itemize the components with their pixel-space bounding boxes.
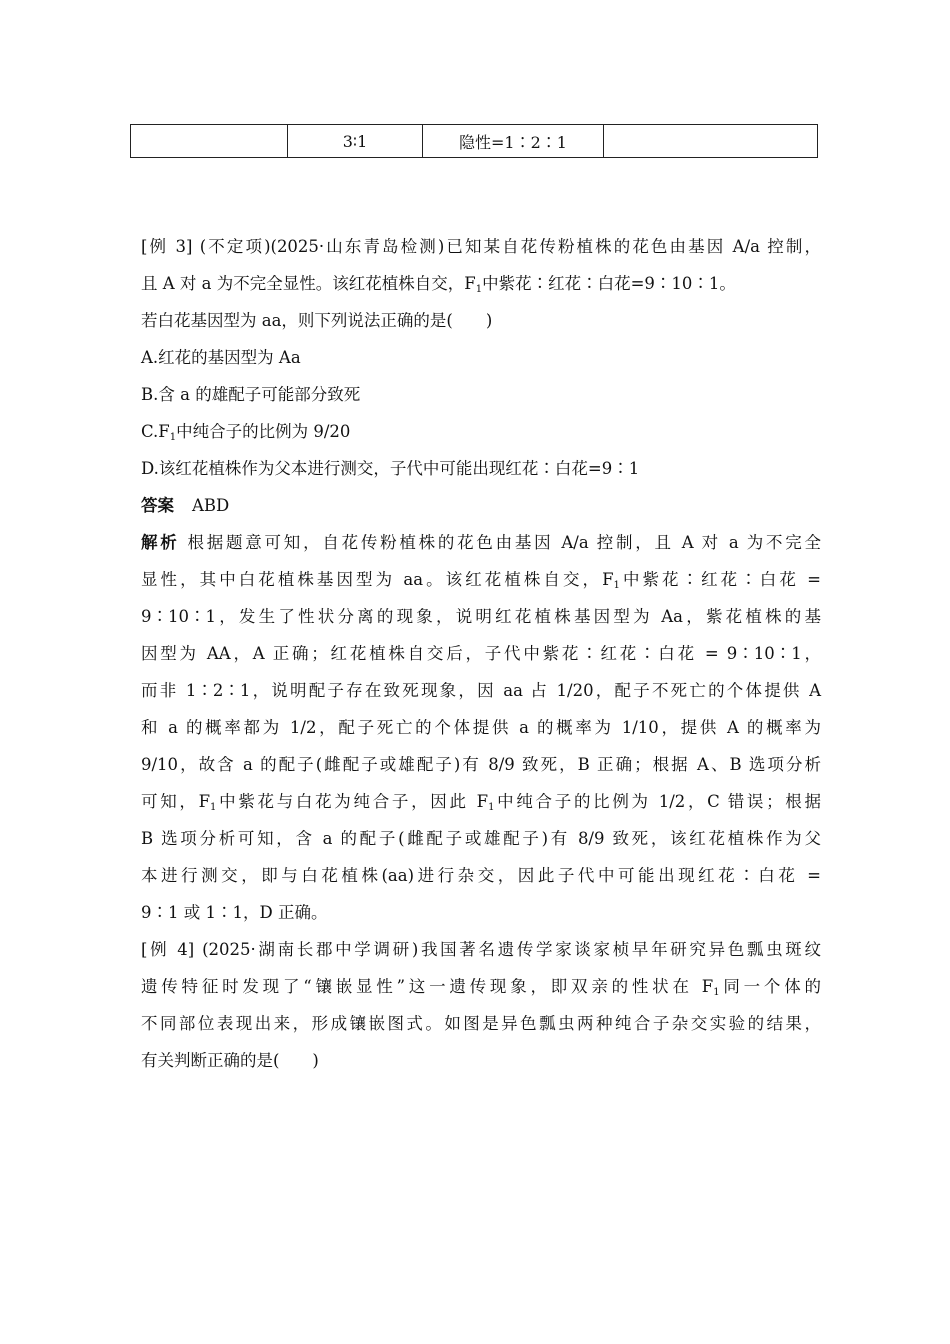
analysis-line9: B 选项分析可知，含 a 的配子(雌配子或雄配子)有 8/9 致死，该红花植株作为父 bbox=[141, 829, 821, 848]
analysis-line11: 9∶1 或 1∶1，D 正确。 bbox=[141, 903, 328, 922]
analysis-line1: 解析 根据题意可知，自花传粉植株的花色由基因 A/a 控制，且 A 对 a 为不完全 bbox=[141, 533, 822, 552]
analysis-line10: 本进行测交，即与白花植株(aa)进行杂交，因此子代中可能出现红花∶白花 = bbox=[141, 866, 821, 885]
option-b: B.含 a 的雄配子可能部分致死 bbox=[141, 385, 361, 404]
example4-stem-line4: 有关判断正确的是( ) bbox=[141, 1051, 319, 1070]
option-a: A.红花的基因型为 Aa bbox=[141, 348, 301, 367]
analysis-line6: 和 a 的概率都为 1/2，配子死亡的个体提供 a 的概率为 1/10，提供 A 的概率为 bbox=[141, 718, 821, 737]
example3-stem-line3: 若白花基因型为 aa，则下列说法正确的是( ) bbox=[141, 311, 493, 330]
answer bbox=[141, 487, 821, 524]
analysis-line7: 9/10，故含 a 的配子(雌配子或雄配子)有 8/9 致死，B 正确；根据 A、B 选项分析 bbox=[141, 755, 821, 774]
option-c: $C.F_1$中纯合子的比例为 9/20 bbox=[141, 422, 351, 443]
analysis-label: 解析 bbox=[141, 533, 180, 552]
example3-stem-line2: 且 A 对 a 为不完全显性。该红花植株自交，$F_1$中紫花∶红花∶白花=9∶10∶1。 bbox=[141, 274, 736, 295]
option-d: D.该红花植株作为父本进行测交，子代中可能出现红花∶白花=9∶1 bbox=[141, 459, 640, 478]
analysis-line4: 因型为 AA，A 正确；红花植株自交后，子代中紫花∶红花∶白花 = 9∶10∶1， bbox=[141, 644, 821, 663]
example4-stem-line3: 不同部位表现出来，形成镶嵌图式。如图是异色瓢虫两种纯合子杂交实验的结果， bbox=[141, 1014, 821, 1033]
table-cell-1 bbox=[131, 125, 288, 157]
answer-value: ABD bbox=[192, 496, 230, 515]
analysis-line5: 而非 1∶2∶1，说明配子存在致死现象，因 aa 占 1/20，配子不死亡的个体提供 A bbox=[141, 681, 821, 700]
genotype-table-row bbox=[130, 124, 818, 158]
example3-stem-line1: [例 3] (不定项)(2025·山东青岛检测)已知某自花传粉植株的花色由基因 A/a 控制， bbox=[141, 237, 821, 256]
analysis-line2: 显性，其中白花植株基因型为 aa。该红花植株自交，$F_1$中紫花∶红花∶白花 = bbox=[141, 570, 821, 591]
table-cell-3: 隐性=1∶2∶1 bbox=[423, 125, 604, 157]
document-body bbox=[141, 228, 821, 1079]
example4-stem-line1: [例 4] (2025·湖南长郡中学调研)我国著名遗传学家谈家桢早年研究异色瓢虫斑纹 bbox=[141, 940, 821, 959]
analysis-line8: 可知，$F_1$中紫花与白花为纯合子，因此 $F_1$中纯合子的比例为 1/2，C 错误；根据 bbox=[141, 792, 822, 813]
table-cell-4 bbox=[604, 125, 817, 157]
table-cell-2: 3∶1 bbox=[288, 125, 423, 157]
answer-label: 答案 bbox=[141, 496, 174, 515]
example4-stem-line2: 遗传特征时发现了“镶嵌显性”这一遗传现象，即双亲的性状在 $F_1$同一个体的 bbox=[141, 977, 821, 998]
analysis-line3: 9∶10∶1，发生了性状分离的现象，说明红花植株基因型为 Aa，紫花植株的基 bbox=[141, 607, 821, 626]
